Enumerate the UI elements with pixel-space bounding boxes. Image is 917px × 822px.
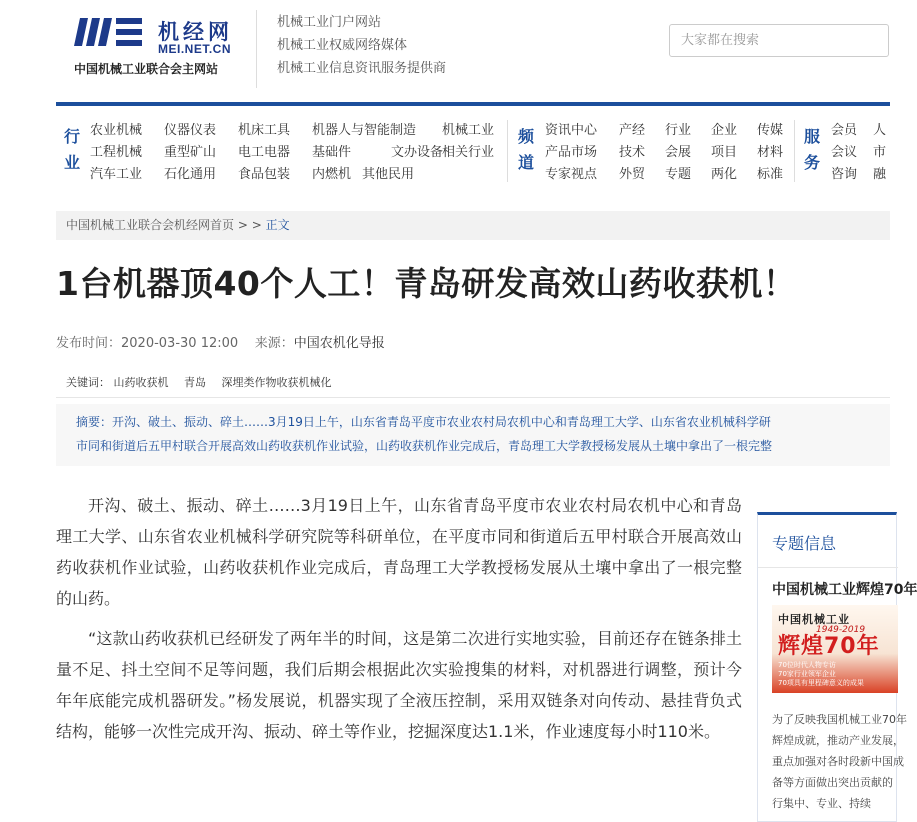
nav-item[interactable]: 企业 xyxy=(711,123,738,138)
article-paragraph: “这款山药收获机已经研发了两年半的时间，这是第二次进行实地实验，目前还存在链条排土量不足、抖土空间不足等问题，我们后期会根据此次实验搜集的材料，对机器进行调整，预计今年年底能完成机器研发。”杨发展说，机器实现了全液压控制，采用双链条对向传动、悬挂背负式结构，能够一次性完成开沟、振动、碎土等作业，挖掘深度达1.1米，作业速度每小时110米。 xyxy=(56,629,742,741)
keyword-link[interactable]: 山药收获机 xyxy=(113,376,169,389)
summary-label: 摘要： xyxy=(76,415,113,429)
nav-item[interactable]: 资讯中心 xyxy=(545,123,598,138)
summary-line xyxy=(76,410,890,434)
nav-item[interactable]: 电工电器 xyxy=(238,145,291,160)
logo-en-text: MEI.NET.CN xyxy=(158,42,232,56)
sidebar-text-line: 行集中、专业、持续 xyxy=(772,797,871,810)
nav-item[interactable]: 仪器仪表 xyxy=(164,123,217,138)
breadcrumb xyxy=(56,211,890,240)
nav-item[interactable]: 专题 xyxy=(665,167,692,182)
nav-item[interactable]: 项目 xyxy=(711,145,738,160)
nav-item[interactable]: 石化通用 xyxy=(164,167,217,182)
nav-item[interactable]: 市 xyxy=(873,145,887,160)
source-name: 中国农机化导报 xyxy=(293,336,385,351)
banner-tag: 70位时代人物专访 xyxy=(778,661,836,669)
banner-line2: 辉煌70年 xyxy=(778,634,880,659)
article-title: 1台机器顶40个人工！青岛研发高效山药收获机！ xyxy=(56,264,797,303)
nav-item[interactable]: 食品包装 xyxy=(238,167,291,182)
breadcrumb-current: 正文 xyxy=(265,218,290,232)
sidebar-text-line: 重点加强对各时段新中国成 xyxy=(772,755,904,768)
nav-item[interactable]: 会展 xyxy=(665,145,692,160)
banner-tag: 70项具有里程碑意义的成果 xyxy=(778,679,864,687)
logo-mark-icon xyxy=(74,14,144,50)
nav-service-grid xyxy=(831,119,903,185)
banner-years: 1949-2019 xyxy=(816,625,866,635)
nav-item[interactable]: 会员 xyxy=(831,123,858,138)
article-body xyxy=(56,490,742,756)
nav-category-channel xyxy=(517,124,535,176)
nav-item[interactable]: 行业 xyxy=(665,123,692,138)
nav-item[interactable]: 农业机械 xyxy=(90,123,143,138)
keyword-bar xyxy=(56,368,890,398)
nav-item[interactable]: 两化 xyxy=(711,167,738,182)
nav-item[interactable]: 机床工具 xyxy=(238,123,291,138)
sidebar-text-line: 辉煌成就，推动产业发展， xyxy=(772,734,904,747)
sidebar-text-line: 备等方面做出突出贡献的 xyxy=(772,776,893,789)
banner-tags xyxy=(778,661,864,688)
sidebar-divider xyxy=(758,567,898,568)
nav-item[interactable]: 标准 xyxy=(757,167,784,182)
keyword-link[interactable]: 深埋类作物收获机械化 xyxy=(221,376,332,389)
summary-line: 市同和街道后五甲村联合开展高效山药收获机作业试验，山药收获机作业完成后，青岛理工大学教授杨发展从土壤中拿出了一根完整 xyxy=(76,439,773,453)
nav-item[interactable]: 人 xyxy=(873,123,887,138)
nav-item[interactable]: 重型矿山 xyxy=(164,145,217,160)
nav-category-label: 频道 xyxy=(517,127,534,172)
nav-item[interactable]: 融 xyxy=(873,167,887,182)
nav-item[interactable]: 其他民用 xyxy=(362,167,415,182)
nav-item[interactable]: 工程机械 xyxy=(90,145,143,160)
nav-item[interactable]: 外贸 xyxy=(619,167,646,182)
nav-item[interactable]: 机器人与智能制造 xyxy=(312,123,417,138)
article-meta xyxy=(56,332,385,351)
nav-separator xyxy=(507,120,508,182)
banner-line1: 中国机械工业 xyxy=(778,613,850,626)
main-nav xyxy=(56,102,890,194)
article-paragraph: 开沟、破土、振动、碎土……3月19日上午，山东省青岛平度市农业农村局农机中心和青岛理工大学、山东省农业机械科学研究院等科研单位，在平度市同和街道后五甲村联合开展高效山药收获机作业试验，山药收获机作业完成后，青岛理工大学教授杨发展从土壤中拿出了一根完整的山药。 xyxy=(56,496,742,608)
summary-text: 开沟、破土、振动、碎土……3月19日上午，山东省青岛平度市农业农村局农机中心和青岛理工大学、山东省农业机械科学研 xyxy=(112,415,771,429)
nav-item[interactable]: 产经 xyxy=(619,123,646,138)
nav-separator xyxy=(794,120,795,182)
nav-category-service xyxy=(803,124,821,176)
logo-subtitle: 中国机械工业联合会主网站 xyxy=(74,62,219,76)
site-header xyxy=(0,0,880,96)
nav-channel-grid xyxy=(545,119,807,185)
header-divider xyxy=(256,10,257,88)
nav-item[interactable]: 会议 xyxy=(831,145,858,160)
sidebar-text-line: 为了反映我国机械工业70年 xyxy=(772,713,907,726)
nav-item[interactable]: 专家视点 xyxy=(545,167,598,182)
nav-item[interactable]: 材料 xyxy=(757,145,784,160)
breadcrumb-home-link[interactable]: 中国机械工业联合会机经网首页 xyxy=(66,218,235,232)
publish-label: 发布时间： xyxy=(56,336,122,351)
nav-industry-grid xyxy=(90,119,582,185)
slogan-list xyxy=(277,11,446,80)
keywords-label: 关键词： xyxy=(66,376,110,389)
nav-category-industry xyxy=(63,124,81,176)
nav-item[interactable]: 机械工业 xyxy=(442,123,495,138)
nav-industry-grid-extra xyxy=(362,163,414,185)
nav-category-label: 服务 xyxy=(803,127,820,172)
slogan-item: 机械工业信息资讯服务提供商 xyxy=(277,61,447,76)
sidebar-description xyxy=(772,709,907,814)
search-input[interactable] xyxy=(669,24,889,57)
nav-item[interactable]: 基础件 xyxy=(312,145,352,160)
breadcrumb-separator: > xyxy=(251,218,266,232)
nav-item[interactable]: 内燃机 xyxy=(312,167,352,182)
site-logo[interactable] xyxy=(74,14,244,80)
topic-banner-image[interactable] xyxy=(772,605,898,693)
nav-item[interactable]: 相关行业 xyxy=(442,145,495,160)
banner-tag: 70家行业领军企业 xyxy=(778,670,836,678)
keyword-link[interactable]: 青岛 xyxy=(184,376,206,389)
article-summary xyxy=(56,404,890,466)
nav-item[interactable]: 文办设备 xyxy=(391,145,444,160)
nav-industry-grid-extra3 xyxy=(442,119,494,163)
nav-item[interactable]: 技术 xyxy=(619,145,646,160)
nav-item[interactable]: 汽车工业 xyxy=(90,167,143,182)
publish-time: 2020-03-30 12:00 xyxy=(121,336,239,351)
nav-item[interactable]: 产品市场 xyxy=(545,145,598,160)
nav-industry-grid-extra2 xyxy=(391,141,443,163)
slogan-item: 机械工业门户网站 xyxy=(277,15,382,30)
nav-category-label: 行业 xyxy=(63,127,80,172)
sidebar-topic-title[interactable]: 中国机械工业辉煌70年 xyxy=(772,582,917,598)
sidebar-heading: 专题信息 xyxy=(772,534,837,553)
logo-cn-text: 机经网 xyxy=(158,20,233,44)
topic-sidebar xyxy=(757,512,917,822)
source-label: 来源： xyxy=(254,336,294,351)
breadcrumb-separator: > xyxy=(234,218,252,232)
nav-item[interactable]: 咨询 xyxy=(831,167,858,182)
nav-item[interactable]: 传媒 xyxy=(757,123,784,138)
slogan-item: 机械工业权威网络媒体 xyxy=(277,38,408,53)
